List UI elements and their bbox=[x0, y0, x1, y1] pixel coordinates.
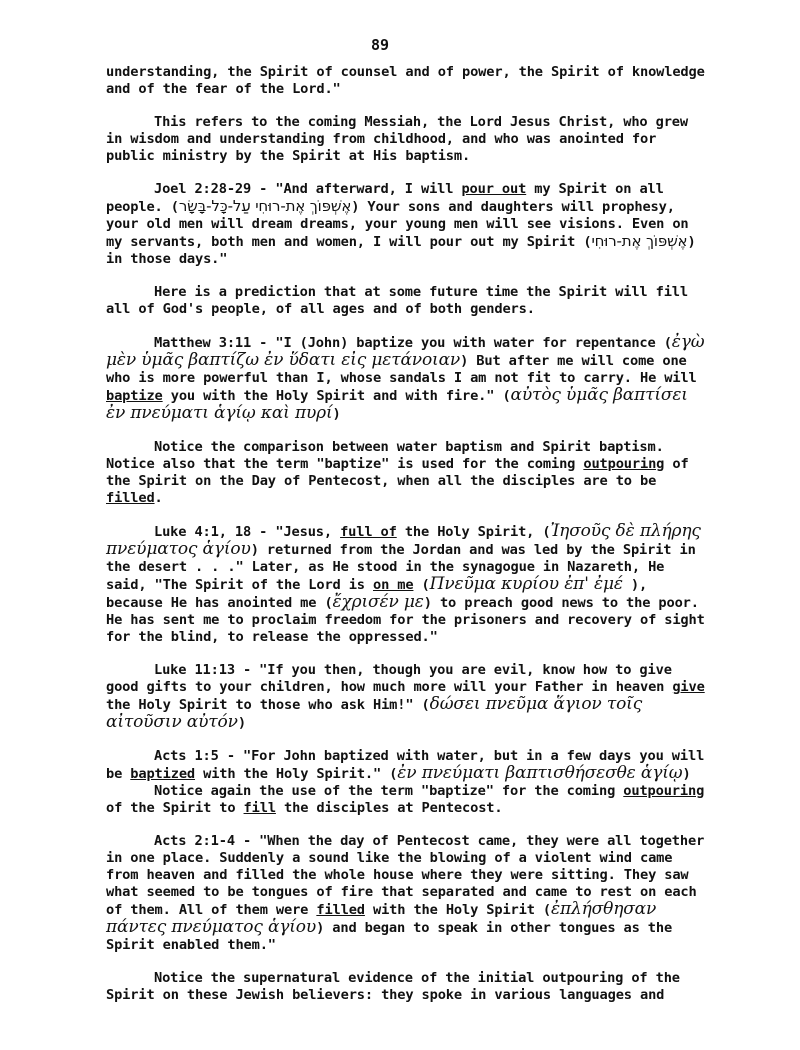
acts2-text-3: ) and began to speak in other tongues as the Spirit enabled them." bbox=[106, 920, 673, 953]
acts2-text-1: Acts 2:1-4 - "When the day of Pentecost came, they were all together in one place. Suddenly a sound like the blowing of a violent wind came from heaven and filled the whole house where they were sitting. They saw what seemed to be tongues of fire that separated and came to rest on each of them. All of them were bbox=[106, 833, 705, 918]
acts1-text-3: ) bbox=[682, 766, 691, 782]
notice1-text-3: . bbox=[154, 490, 163, 506]
notice2-text-3: the disciples at Pentecost. bbox=[284, 800, 503, 816]
paragraph-matthew bbox=[106, 334, 706, 423]
greek-quote-1: ἐν πνεύματι βαπτισθήσεσθε ἁγίῳ bbox=[397, 763, 683, 783]
paragraph-notice-comparison bbox=[106, 439, 706, 507]
luke11-text-1: Luke 11:13 - "If you then, though you are evil, know how to give good gifts to your children, how much more will your Father in heaven bbox=[106, 662, 672, 695]
paragraph-isaiah-end: understanding, the Spirit of counsel and of power, the Spirit of knowledge and of the fear of the Lord." bbox=[106, 64, 705, 97]
greek-quote-1: δώσει πνεῦμα ἅγιον τοῖς αἰτοῦσιν αὐτόν bbox=[106, 694, 643, 732]
matthew-text-2: ) But after me will come one who is more powerful than I, whose sandals I am not fit to carry. He will bbox=[106, 353, 697, 386]
joel-text-1: Joel 2:28-29 - "And afterward, I will bbox=[154, 181, 454, 197]
luke4-text-4: ( bbox=[421, 577, 430, 593]
matthew-text-3: you with the Holy Spirit and with fire." ( bbox=[170, 388, 511, 404]
joel-text-2: my Spirit on all people. ( bbox=[106, 181, 664, 215]
paragraph-acts-2 bbox=[106, 833, 706, 954]
underline-pour-out: pour out bbox=[461, 181, 527, 197]
luke4-text-5: ), because He has anointed me ( bbox=[106, 577, 648, 611]
notice1-text-2: of the Spirit on the Day of Pentecost, when all the disciples are to be bbox=[106, 456, 689, 489]
page-body bbox=[106, 64, 706, 1020]
underline-give: give bbox=[672, 679, 705, 695]
underline-filled-2: filled bbox=[316, 902, 365, 918]
hebrew-quote-1: אֶשְׁפּוֹךְ אֶת-רוּחִי עַל-כָּל-בָּשָׂר bbox=[178, 197, 352, 215]
acts1-text-1: Acts 1:5 - "For John baptized with water, but in a few days you will be bbox=[106, 748, 705, 782]
greek-quote-1: ἐπλήσθησαν πάντες πνεύματος ἁγίου bbox=[106, 899, 657, 937]
underline-outpouring: outpouring bbox=[583, 456, 665, 472]
luke4-text-6: ) to preach good news to the poor. He has sent me to proclaim freedom for the prisoners and recovery of sight for the blind, to release the oppressed." bbox=[106, 595, 705, 645]
matthew-text-1: Matthew 3:11 - "I (John) baptize you with water for repentance ( bbox=[154, 335, 672, 351]
paragraph-messiah bbox=[106, 114, 706, 165]
luke4-text-2: the Holy Spirit, ( bbox=[404, 524, 551, 540]
paragraph-prediction bbox=[106, 284, 706, 318]
underline-full-of: full of bbox=[340, 524, 397, 540]
hebrew-quote-2: אֶשְׁפּוֹךְ אֶת-רוּחִי bbox=[591, 232, 688, 250]
notice2-text-1: Notice again the use of the term "baptize" for the coming bbox=[154, 783, 616, 799]
joel-text-4: ) in those days." bbox=[106, 234, 696, 267]
acts1-text-2: with the Holy Spirit." ( bbox=[203, 766, 398, 782]
paragraph-text: Here is a prediction that at some future time the Spirit will fill all of God's people, of all ages and of both genders. bbox=[106, 284, 688, 317]
luke11-text-3: ) bbox=[237, 715, 246, 731]
paragraph-acts-1 bbox=[106, 748, 706, 783]
notice1-text-1: Notice the comparison between water baptism and Spirit baptism. Notice also that the term "baptize" is used for the coming bbox=[106, 439, 664, 472]
greek-quote-1: ἐγὼ μὲν ὑμᾶς βαπτίζω ἐν ὕδατι εἰς μετάνοιαν bbox=[106, 332, 705, 370]
greek-quote-3: ἔχρισέν με bbox=[332, 592, 424, 612]
underline-outpouring-2: outpouring bbox=[623, 783, 705, 799]
greek-quote-1: Ἰησοῦς δὲ πλήρης πνεύματος ἁγίου bbox=[106, 521, 701, 559]
underline-baptized: baptized bbox=[130, 766, 196, 782]
luke4-text-1: Luke 4:1, 18 - "Jesus, bbox=[154, 524, 332, 540]
paragraph-luke-4 bbox=[106, 523, 706, 646]
page-number: 89 bbox=[370, 36, 390, 54]
paragraph-text: This refers to the coming Messiah, the Lord Jesus Christ, who grew in wisdom and understanding from childhood, and who was anointed for public ministry by the Spirit at His baptism. bbox=[106, 114, 688, 164]
paragraph-luke-11 bbox=[106, 662, 706, 732]
underline-fill: fill bbox=[243, 800, 276, 816]
paragraph-supernatural-evidence bbox=[106, 970, 706, 1004]
joel-text-3: ) Your sons and daughters will prophesy, your old men will dream dreams, your young men will see visions. Even on my servants, both men and women, I will pour out my Spirit ( bbox=[106, 199, 689, 250]
underline-baptize: baptize bbox=[106, 388, 163, 404]
matthew-text-4: ) bbox=[332, 406, 341, 422]
luke11-text-2: the Holy Spirit to those who ask Him!" ( bbox=[106, 697, 430, 713]
greek-quote-2: αὐτὸς ὑμᾶς βαπτίσει ἐν πνεύματι ἁγίῳ καὶ πυρί bbox=[106, 385, 688, 423]
greek-quote-2: Πνεῦμα κυρίου ἐπ' ἐμέ bbox=[429, 574, 623, 594]
luke4-text-3: ) returned from the Jordan and was led by the Spirit in the desert . . ." Later, as He stood in the synagogue in Nazareth, He said, "The Spirit of the Lord is bbox=[106, 542, 696, 593]
acts2-text-2: with the Holy Spirit ( bbox=[373, 902, 551, 918]
paragraph-joel bbox=[106, 181, 706, 268]
paragraph-notice-again bbox=[106, 783, 706, 817]
notice2-text-2: of the Spirit to bbox=[106, 800, 236, 816]
underline-filled: filled bbox=[106, 490, 155, 506]
paragraph-text: Notice the supernatural evidence of the initial outpouring of the Spirit on these Jewish believers: they spoke in various languages and bbox=[106, 970, 680, 1003]
underline-on-me: on me bbox=[373, 577, 414, 593]
